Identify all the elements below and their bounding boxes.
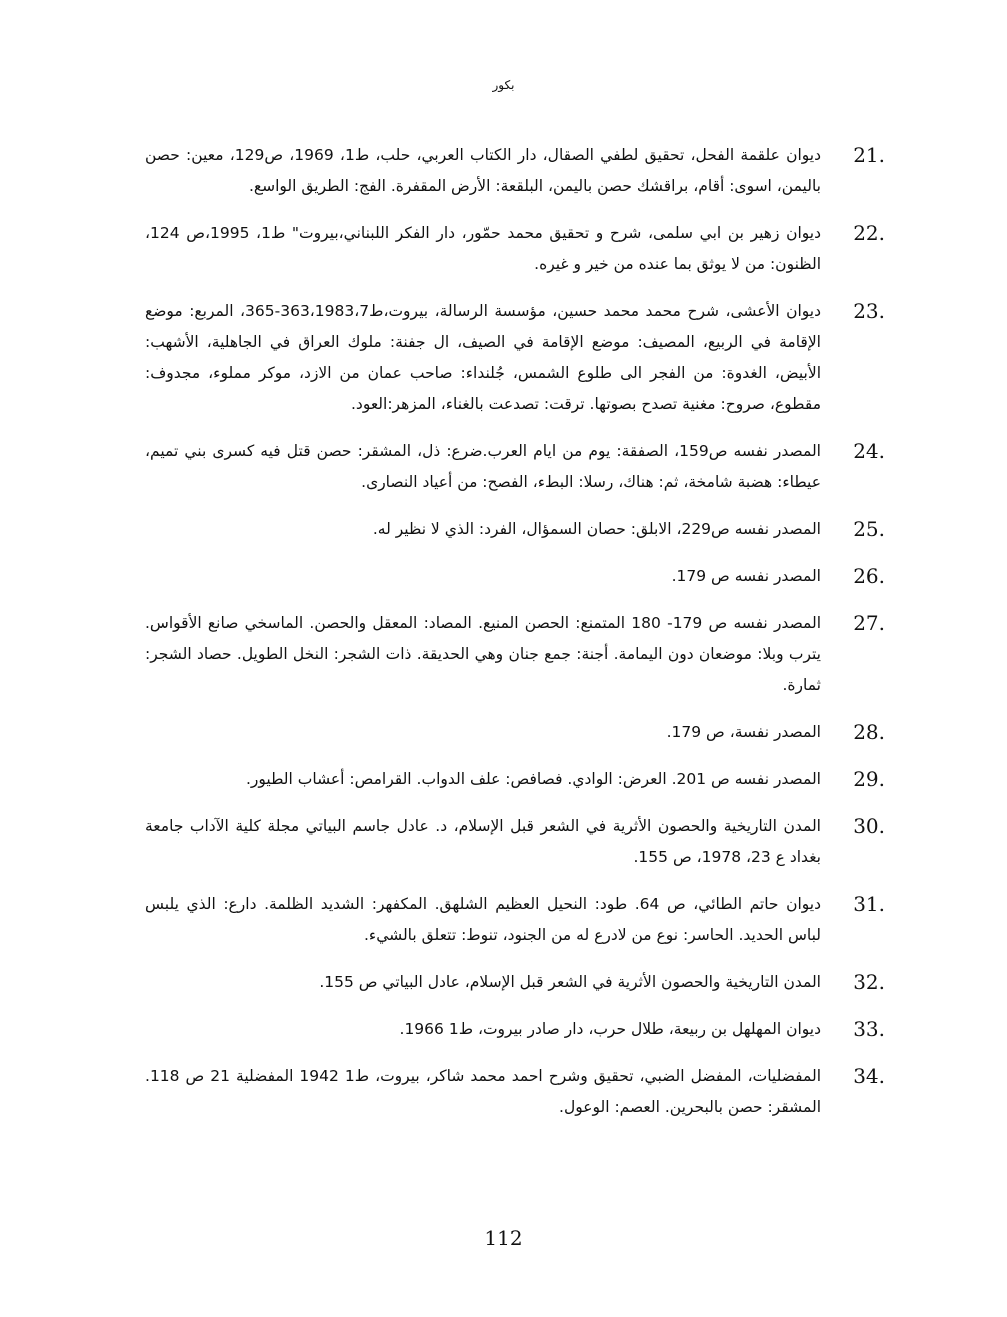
footnote-text: المصدر نفسه ص159، الصفقة: يوم من ايام العرب.ضرع: ذل، المشقر: حصن قتل فيه كسرى بني تميم، عيطاء: هضبة شامخة، ثم: هناك، رسلا: البطء، الفصح: من أعياد النصارى. [145,442,821,491]
footnote-text: ديوان زهير بن ابي سلمى، شرح و تحقيق محمد حمّور، دار الفكر اللبناني،بيروت" ط1، 1995،ص 124، الظنون: من لا يوثق بما عنده من خير و غيره. [145,224,822,273]
footnote-item [145,514,885,545]
footnote-number: 22. [853,221,885,245]
footnote-number: 31. [853,892,885,916]
footnote-number: 23. [853,299,885,323]
footnote-number: 34. [853,1064,885,1088]
footnote-number: 30. [853,814,885,838]
footnote-text: المصدر نفسه ص 179- 180 المتمنع: الحصن المنيع. المصاد: المعقل والحصن. الماسخي صانع الأقواس. يترب وبلا: موضعان دون اليمامة. أجنة: جمع جنان وهي الحديقة. ذات الشجر: النخل الطويل. حصاد الشجر: ثمارة. [145,614,821,694]
footnote-text: المصدر نفسه ص 201. العرض: الوادي. فصافص: علف الدواب. القرامص: أعشاب الطيور. [245,770,821,788]
page-number: 112 [484,1226,523,1250]
footnote-item [145,296,885,420]
footnote-item [145,811,885,873]
footnote-number: 21. [853,143,885,167]
footnote-number: 27. [853,611,885,635]
footnote-item [145,140,885,202]
footnote-text: ديوان الأعشى، شرح محمد محمد حسين، مؤسسة الرسالة، بيروت،ط363،1983،7-365، المربع: موضع الإقامة في الربيع، المصيف: موضع الإقامة في الصيف، ال جفنة: ملوك العراق في الجاهلية، الأشهب: الأبيض، الغدوة: من الفجر الى طلوع الشمس، جُلنداء: صاحب عمان من الازد، موكر مملوء، مجدوف: مقطوع، صروح: مغنية تصدح بصوتها. ترقت: تصدعت بالغناء، المزهر:العود. [145,302,822,413]
footnote-text: المدن التاريخية والحصون الأثرية في الشعر قبل الإسلام، د. عادل جاسم البياتي مجلة كلية الآداب جامعة بغداد ع 23، 1978، ص 155. [145,817,821,866]
footnote-item [145,218,885,280]
footnote-number: 26. [853,564,885,588]
footnote-item [145,967,885,998]
footnote-item [145,764,885,795]
running-header: بكور [492,78,515,92]
footnote-item [145,1061,885,1123]
footnote-item [145,717,885,748]
footnote-item [145,608,885,701]
footnote-text: المدن التاريخية والحصون الأثرية في الشعر قبل الإسلام، عادل البياتي ص 155. [319,973,821,991]
footnote-item [145,889,885,951]
footnote-number: 33. [853,1017,885,1041]
footnote-number: 28. [853,720,885,744]
footnote-text: المفضليات، المفضل الضبي، تحقيق وشرح احمد محمد شاكر، بيروت، ط1 1942 المفضلية 21 ص 118. المشقر: حصن بالبحرين. العصم: الوعول. [145,1067,821,1116]
footnote-text: ديوان المهلهل بن ربيعة، طلال حرب، دار صادر بيروت، ط1 1966. [399,1020,821,1038]
footnote-number: 29. [853,767,885,791]
footnote-text: ديوان حاتم الطائي، ص 64. طود: النحيل العظيم الشلهق. المكفهر: الشديد الظلمة. دارع: الذي يلبس لباس الحديد. الحاسر: نوع من لادرع له من الجنود، تنوط: تتعلق بالشيء. [145,895,822,944]
footnote-number: 32. [853,970,885,994]
footnote-item [145,1014,885,1045]
footnote-text: ديوان علقمة الفحل، تحقيق لطفي الصقال، دار الكتاب العربي، حلب، ط1، 1969، ص129، معين: حصن باليمن، اسوى: أقام، براقشك حصن باليمن، البلقعة: الأرض المقفرة. الفج: الطريق الواسع. [145,146,821,195]
footnotes-list [145,140,885,1139]
footnote-text: المصدر نفسه ص 179. [671,567,821,585]
footnote-item [145,561,885,592]
footnote-text: المصدر نفسة، ص 179. [666,723,821,741]
footnote-text: المصدر نفسه ص229، الابلق: حصان السمؤال، الفرد: الذي لا نظير له. [372,520,821,538]
footnote-number: 25. [853,517,885,541]
footnote-item [145,436,885,498]
footnote-number: 24. [853,439,885,463]
